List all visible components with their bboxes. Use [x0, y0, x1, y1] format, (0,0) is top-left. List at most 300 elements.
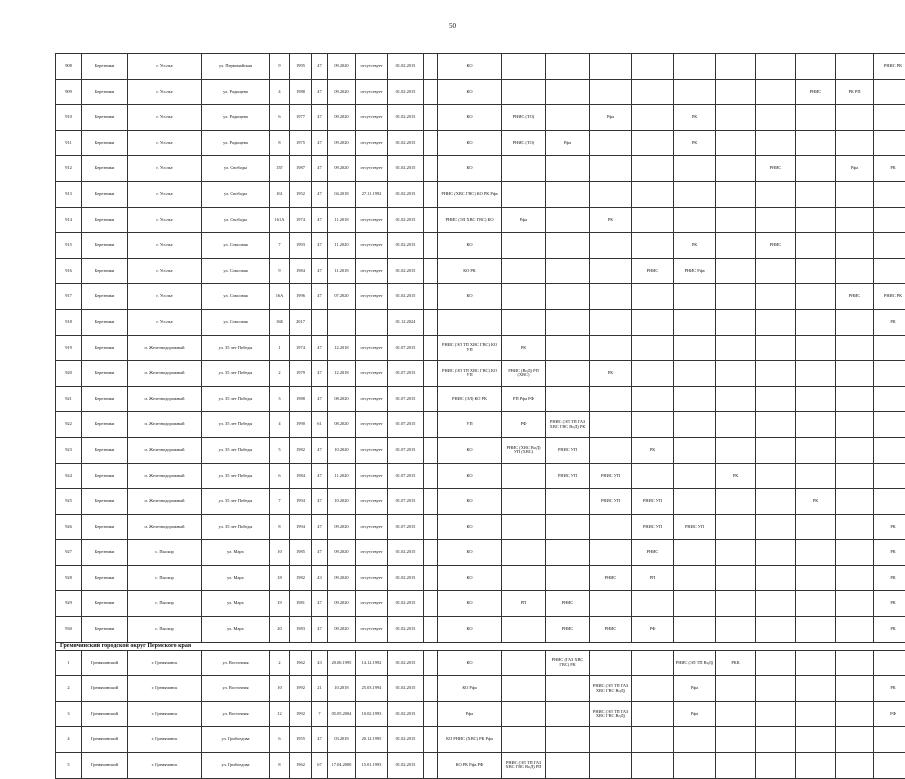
- table-cell: 926: [56, 514, 82, 540]
- table-cell: г. Гремячинск: [128, 727, 202, 753]
- table-cell: РНИС: [756, 233, 796, 259]
- table-cell: [424, 361, 438, 387]
- table-cell: Рфа: [836, 156, 874, 182]
- table-cell: 43: [312, 650, 328, 676]
- table-cell: 12: [270, 701, 290, 727]
- table-cell: Гремячинский: [82, 650, 128, 676]
- table-cell: 916: [56, 258, 82, 284]
- table-cell: 928: [56, 565, 82, 591]
- table-cell: [590, 753, 632, 779]
- table-cell: 10.02.1993: [356, 701, 388, 727]
- table-cell: [756, 540, 796, 566]
- table-cell: 04.2018: [328, 181, 356, 207]
- table-cell: [796, 105, 836, 131]
- table-cell: ул. Сомсовая: [202, 309, 270, 335]
- table-cell: 17.04.2000: [328, 753, 356, 779]
- table-cell: 911: [56, 130, 82, 156]
- table-cell: п. Железнодорожный: [128, 463, 202, 489]
- table-cell: РК: [502, 335, 546, 361]
- table-cell: [836, 727, 874, 753]
- table-cell: 1984: [290, 258, 312, 284]
- table-cell: 5: [270, 437, 290, 463]
- table-cell: РНИС (ЭЛ ТП ГАЗ ХВС ГВС ВоД) РК: [546, 412, 590, 438]
- table-cell: Березники: [82, 489, 128, 515]
- table-cell: [424, 156, 438, 182]
- table-cell: 10.2020: [328, 437, 356, 463]
- table-cell: [716, 54, 756, 80]
- table-cell: 15Г: [270, 156, 290, 182]
- table-cell: г. Усолье: [128, 309, 202, 335]
- table-cell: [590, 181, 632, 207]
- table-cell: [716, 79, 756, 105]
- table-cell: [674, 412, 716, 438]
- table-cell: 1977: [290, 105, 312, 131]
- table-cell: ул. 35 лет Победы: [202, 437, 270, 463]
- table-cell: [874, 207, 905, 233]
- table-cell: 08.2020: [328, 386, 356, 412]
- table-cell: РП: [632, 565, 674, 591]
- table-cell: РНИС (ЭЛ ТП ВоД): [674, 650, 716, 676]
- table-row: [56, 105, 905, 131]
- table-cell: Березники: [82, 514, 128, 540]
- section-title: Гремячинский городской округ Пермского края: [56, 642, 905, 650]
- table-cell: 2017: [290, 309, 312, 335]
- table-row: [56, 258, 905, 284]
- table-cell: [874, 489, 905, 515]
- table-cell: [874, 727, 905, 753]
- table-cell: Березники: [82, 591, 128, 617]
- table-cell: 10.2020: [328, 489, 356, 515]
- table-cell: 1995: [290, 54, 312, 80]
- table-cell: [632, 701, 674, 727]
- table-cell: 2: [270, 361, 290, 387]
- table-cell: [546, 207, 590, 233]
- table-cell: 1: [270, 335, 290, 361]
- table-cell: 917: [56, 284, 82, 310]
- table-cell: [874, 130, 905, 156]
- table-cell: [424, 591, 438, 617]
- table-cell: отсутствует: [356, 361, 388, 387]
- table-cell: РНИС: [836, 284, 874, 310]
- table-row: [56, 727, 905, 753]
- table-cell: отсутствует: [356, 412, 388, 438]
- table-cell: 921: [56, 386, 82, 412]
- table-cell: [874, 79, 905, 105]
- table-cell: [796, 540, 836, 566]
- table-cell: ул. 35 лет Победы: [202, 335, 270, 361]
- table-cell: 21: [312, 676, 328, 702]
- table-cell: 14.12.1992: [356, 650, 388, 676]
- table-cell: [502, 233, 546, 259]
- table-cell: КО: [438, 79, 502, 105]
- table-cell: РНИС (ХВС ВоД) УП (ХВС): [502, 437, 546, 463]
- table-cell: РК: [874, 591, 905, 617]
- table-cell: 47: [312, 591, 328, 617]
- table-cell: Березники: [82, 361, 128, 387]
- table-cell: [674, 753, 716, 779]
- table-cell: КО: [438, 284, 502, 310]
- table-cell: 09.2020: [328, 130, 356, 156]
- table-cell: [438, 309, 502, 335]
- table-cell: [836, 650, 874, 676]
- table-cell: [674, 727, 716, 753]
- table-cell: [836, 130, 874, 156]
- table-cell: [796, 181, 836, 207]
- table-cell: Рфа: [590, 105, 632, 131]
- table-cell: КО: [438, 617, 502, 643]
- table-row: [56, 284, 905, 310]
- table-cell: РНИС: [632, 540, 674, 566]
- table-cell: РНИС: [590, 617, 632, 643]
- table-cell: [756, 591, 796, 617]
- table-cell: г. Гремячинск: [128, 753, 202, 779]
- table-cell: Гремячинский: [82, 701, 128, 727]
- table-cell: 1994: [290, 489, 312, 515]
- table-cell: 47: [312, 233, 328, 259]
- table-cell: [424, 701, 438, 727]
- table-cell: 1974: [290, 335, 312, 361]
- table-cell: РНИС Рфа: [674, 258, 716, 284]
- table-cell: 01.12.2024: [388, 309, 424, 335]
- table-cell: [590, 79, 632, 105]
- table-cell: [756, 386, 796, 412]
- table-cell: [716, 335, 756, 361]
- table-cell: 01.07.2015: [388, 489, 424, 515]
- table-cell: [836, 617, 874, 643]
- table-cell: 2: [270, 650, 290, 676]
- table-cell: 1987: [290, 156, 312, 182]
- table-cell: 09.2020: [328, 540, 356, 566]
- table-row: [56, 753, 905, 779]
- table-cell: 1985: [290, 540, 312, 566]
- table-cell: [590, 54, 632, 80]
- table-cell: [836, 701, 874, 727]
- table-cell: [836, 258, 874, 284]
- table-cell: 05.05.2004: [328, 701, 356, 727]
- table-cell: 47: [312, 540, 328, 566]
- table-cell: 10.2018: [328, 676, 356, 702]
- table-cell: [502, 463, 546, 489]
- table-cell: [716, 309, 756, 335]
- table-cell: отсутствует: [356, 54, 388, 80]
- table-cell: РК: [632, 437, 674, 463]
- table-cell: [424, 463, 438, 489]
- table-cell: ул. Сомсовая: [202, 284, 270, 310]
- table-cell: [590, 233, 632, 259]
- table-cell: [424, 650, 438, 676]
- table-cell: [756, 309, 796, 335]
- table-cell: Березники: [82, 412, 128, 438]
- table-cell: [502, 701, 546, 727]
- table-cell: Гремячинский: [82, 727, 128, 753]
- table-cell: Рфа: [546, 130, 590, 156]
- table-cell: ул. Свободы: [202, 156, 270, 182]
- table-cell: [874, 361, 905, 387]
- table-cell: [874, 386, 905, 412]
- table-cell: 15.01.1993: [356, 753, 388, 779]
- table-cell: [796, 701, 836, 727]
- table-cell: РНИС (ГАЗ ХВС ГВС) РК: [546, 650, 590, 676]
- table-cell: 1975: [290, 130, 312, 156]
- table-cell: [796, 676, 836, 702]
- table-cell: КО РК Рфа РФ: [438, 753, 502, 779]
- table-cell: [424, 727, 438, 753]
- table-cell: ул. Первомайская: [202, 54, 270, 80]
- table-cell: [502, 565, 546, 591]
- table-cell: 4: [270, 412, 290, 438]
- table-cell: РК РП: [836, 79, 874, 105]
- table-cell: [502, 727, 546, 753]
- table-cell: [546, 701, 590, 727]
- table-row: [56, 701, 905, 727]
- table-cell: РНИС: [546, 591, 590, 617]
- table-cell: [590, 540, 632, 566]
- table-cell: [874, 233, 905, 259]
- table-cell: РК: [590, 207, 632, 233]
- table-cell: [796, 650, 836, 676]
- table-cell: 10: [270, 676, 290, 702]
- table-cell: Березники: [82, 233, 128, 259]
- table-cell: [424, 207, 438, 233]
- table-cell: [836, 412, 874, 438]
- table-cell: РНИС (ЭЛ ТП ГАЗ ХВС ГВС ВоД): [590, 701, 632, 727]
- table-cell: [546, 335, 590, 361]
- table-cell: [756, 105, 796, 131]
- table-cell: ул. 35 лет Победы: [202, 489, 270, 515]
- table-cell: 09.2020: [328, 54, 356, 80]
- table-row: [56, 676, 905, 702]
- table-cell: 61: [312, 412, 328, 438]
- table-cell: РФ: [502, 412, 546, 438]
- table-cell: [632, 676, 674, 702]
- table-cell: [674, 284, 716, 310]
- table-cell: г. Усолье: [128, 284, 202, 310]
- table-cell: РНИС: [590, 565, 632, 591]
- table-cell: отсутствует: [356, 565, 388, 591]
- table-cell: [502, 617, 546, 643]
- table-cell: 47: [312, 79, 328, 105]
- table-cell: [874, 258, 905, 284]
- table-cell: [590, 591, 632, 617]
- table-cell: п. Железнодорожный: [128, 412, 202, 438]
- table-cell: 47: [312, 156, 328, 182]
- table-cell: 47: [312, 207, 328, 233]
- table-cell: 47: [312, 617, 328, 643]
- table-cell: ул. Марх: [202, 591, 270, 617]
- table-cell: РНИС УП: [590, 463, 632, 489]
- table-cell: ул. Грибоедова: [202, 727, 270, 753]
- table-cell: [502, 676, 546, 702]
- table-cell: 09.2020: [328, 105, 356, 131]
- table-cell: ул. Марх: [202, 540, 270, 566]
- table-cell: [632, 335, 674, 361]
- table-cell: КО: [438, 650, 502, 676]
- table-cell: [590, 156, 632, 182]
- table-cell: ул. Сомсовая: [202, 258, 270, 284]
- table-cell: ул. Восточная: [202, 701, 270, 727]
- table-cell: РНИС (ТО): [502, 130, 546, 156]
- table-row: [56, 181, 905, 207]
- table-cell: [502, 309, 546, 335]
- table-cell: [716, 437, 756, 463]
- table-cell: ул. Радищева: [202, 79, 270, 105]
- table-cell: [674, 309, 716, 335]
- table-cell: 01.07.2015: [388, 514, 424, 540]
- table-cell: 01.02.2015: [388, 181, 424, 207]
- table-cell: 8: [270, 130, 290, 156]
- table-cell: [796, 591, 836, 617]
- table-cell: 9: [270, 54, 290, 80]
- table-cell: 01.02.2015: [388, 105, 424, 131]
- table-cell: [716, 284, 756, 310]
- table-cell: [756, 284, 796, 310]
- table-cell: отсутствует: [356, 105, 388, 131]
- table-cell: РФ: [632, 617, 674, 643]
- table-cell: с. Пыскор: [128, 617, 202, 643]
- table-cell: [756, 412, 796, 438]
- table-cell: [716, 361, 756, 387]
- table-cell: 1988: [290, 386, 312, 412]
- table-cell: [756, 207, 796, 233]
- table-cell: [546, 489, 590, 515]
- table-cell: отсутствует: [356, 156, 388, 182]
- table-cell: [502, 650, 546, 676]
- table-cell: отсутствует: [356, 284, 388, 310]
- table-cell: [674, 591, 716, 617]
- table-cell: [796, 412, 836, 438]
- table-cell: ул. Свободы: [202, 181, 270, 207]
- table-cell: 01.02.2015: [388, 54, 424, 80]
- table-cell: г. Усолье: [128, 54, 202, 80]
- table-cell: КО: [438, 540, 502, 566]
- table-cell: 1988: [290, 79, 312, 105]
- table-cell: [756, 676, 796, 702]
- table-cell: [716, 181, 756, 207]
- table-cell: [716, 258, 756, 284]
- table-cell: [424, 130, 438, 156]
- table-cell: [836, 676, 874, 702]
- table-cell: [716, 207, 756, 233]
- table-cell: Рфа: [674, 676, 716, 702]
- table-row: [56, 386, 905, 412]
- table-cell: РК: [874, 540, 905, 566]
- table-cell: [502, 258, 546, 284]
- table-cell: Березники: [82, 386, 128, 412]
- table-cell: 19: [270, 591, 290, 617]
- table-cell: 1984: [290, 463, 312, 489]
- table-cell: 01.02.2015: [388, 130, 424, 156]
- table-cell: [424, 514, 438, 540]
- table-cell: [874, 105, 905, 131]
- table-cell: ул. Марх: [202, 565, 270, 591]
- table-cell: [796, 727, 836, 753]
- table-cell: 1996: [290, 284, 312, 310]
- table-cell: Березники: [82, 207, 128, 233]
- table-cell: [756, 650, 796, 676]
- table-row: [56, 54, 905, 80]
- table-cell: 920: [56, 361, 82, 387]
- table-cell: отсутствует: [356, 463, 388, 489]
- table-cell: РК: [874, 514, 905, 540]
- table-cell: 927: [56, 540, 82, 566]
- table-cell: отсутствует: [356, 591, 388, 617]
- table-cell: РК: [716, 463, 756, 489]
- table-cell: [716, 233, 756, 259]
- table-cell: [590, 130, 632, 156]
- table-cell: РНИС РК: [874, 54, 905, 80]
- table-cell: отсутствует: [356, 130, 388, 156]
- table-cell: 09.2020: [328, 565, 356, 591]
- table-cell: РНИС (ЭЛ ТП ГАЗ ХВС ГВС ВоД) РП: [502, 753, 546, 779]
- table-cell: Березники: [82, 617, 128, 643]
- table-cell: 3: [270, 386, 290, 412]
- table-cell: 1955: [290, 727, 312, 753]
- table-cell: [546, 753, 590, 779]
- table-cell: 47: [312, 437, 328, 463]
- table-cell: РНИС УП: [546, 463, 590, 489]
- table-cell: [756, 701, 796, 727]
- table-cell: [632, 753, 674, 779]
- table-cell: РК: [674, 233, 716, 259]
- table-cell: КО: [438, 54, 502, 80]
- table-cell: [546, 233, 590, 259]
- table-cell: 01.07.2015: [388, 386, 424, 412]
- table-cell: [424, 284, 438, 310]
- table-cell: 923: [56, 437, 82, 463]
- table-cell: 47: [312, 489, 328, 515]
- table-cell: [632, 79, 674, 105]
- table-cell: [796, 54, 836, 80]
- table-cell: отсутствует: [356, 437, 388, 463]
- table-cell: КО: [438, 514, 502, 540]
- table-cell: 47: [312, 727, 328, 753]
- table-cell: г. Усолье: [128, 79, 202, 105]
- table-cell: 1982: [290, 565, 312, 591]
- table-cell: [502, 181, 546, 207]
- table-cell: 01.02.2015: [388, 156, 424, 182]
- table-cell: [590, 412, 632, 438]
- table-cell: [674, 335, 716, 361]
- table-row: [56, 565, 905, 591]
- table-cell: 09.2020: [328, 514, 356, 540]
- table-cell: [796, 284, 836, 310]
- table-cell: отсутствует: [356, 489, 388, 515]
- table-cell: Рфа: [438, 701, 502, 727]
- table-cell: 915: [56, 233, 82, 259]
- table-cell: [632, 309, 674, 335]
- table-cell: [756, 463, 796, 489]
- table-cell: г. Усолье: [128, 105, 202, 131]
- table-cell: [796, 565, 836, 591]
- table-cell: 16А: [270, 284, 290, 310]
- table-cell: 20: [270, 617, 290, 643]
- table-cell: [502, 514, 546, 540]
- table-cell: [546, 676, 590, 702]
- table-cell: [716, 591, 756, 617]
- table-row: [56, 540, 905, 566]
- table-cell: [424, 437, 438, 463]
- table-cell: КО: [438, 130, 502, 156]
- table-cell: 9: [270, 258, 290, 284]
- table-cell: 910: [56, 105, 82, 131]
- table-cell: [836, 233, 874, 259]
- table-cell: [674, 79, 716, 105]
- table-cell: Гремячинский: [82, 676, 128, 702]
- table-cell: Березники: [82, 565, 128, 591]
- table-cell: 07.2020: [328, 284, 356, 310]
- table-cell: РНИС: [546, 617, 590, 643]
- table-cell: [674, 489, 716, 515]
